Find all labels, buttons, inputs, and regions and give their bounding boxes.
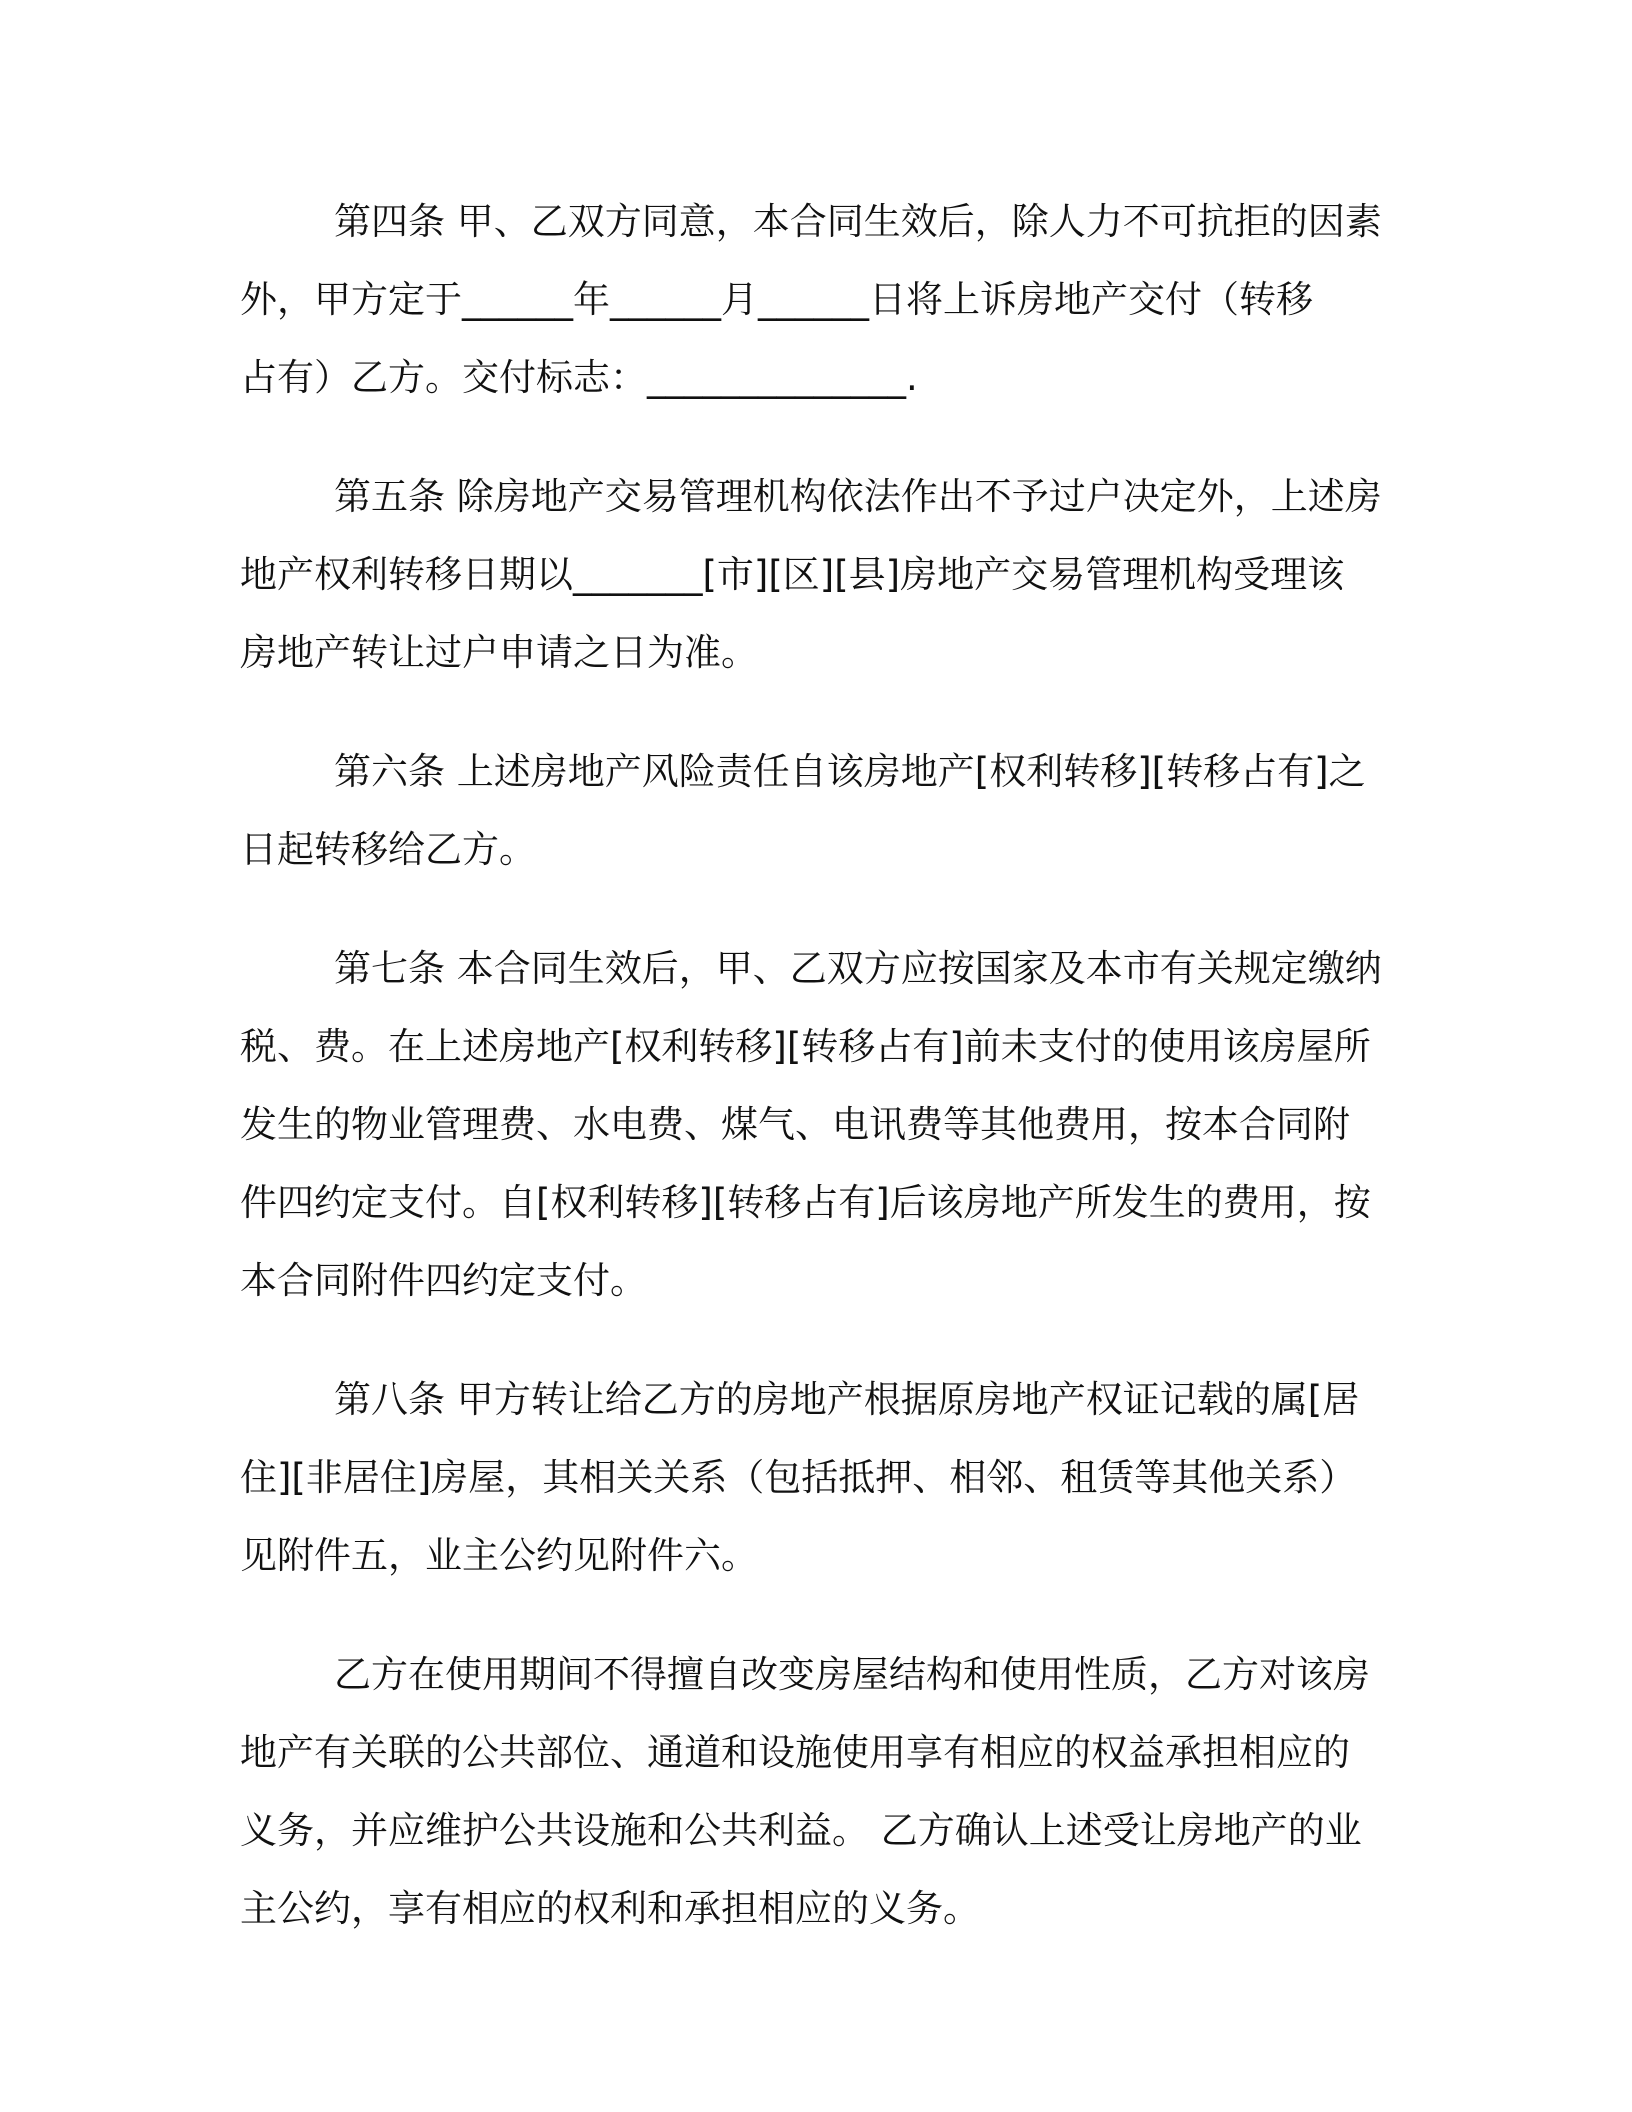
text-line: 住][非居住]房屋，其相关关系（包括抵押、相邻、租赁等其他关系） xyxy=(240,1456,1357,1499)
paragraph-article-8 xyxy=(240,1361,1388,1595)
paragraph-article-6 xyxy=(240,733,1388,889)
text-line: 外，甲方定于______年______月______日将上诉房地产交付（转移 xyxy=(240,278,1313,321)
text-line: 第六条 上述房地产风险责任自该房地产[权利转移][转移占有]之 xyxy=(334,750,1366,793)
paragraph-article-4 xyxy=(240,183,1388,417)
text-line: 第五条 除房地产交易管理机构依法作出不予过户决定外，上述房 xyxy=(334,475,1382,518)
paragraph-article-7 xyxy=(240,930,1388,1320)
text-line: 占有）乙方。交付标志：______________. xyxy=(240,356,918,399)
text-line: 第四条 甲、乙双方同意，本合同生效后，除人力不可抗拒的因素 xyxy=(334,200,1382,243)
text-line: 件四约定支付。自[权利转移][转移占有]后该房地产所发生的费用，按 xyxy=(240,1181,1371,1224)
paragraph-article-5 xyxy=(240,458,1388,692)
text-line: 房地产转让过户申请之日为准。 xyxy=(240,631,758,674)
text-line: 乙方在使用期间不得擅自改变房屋结构和使用性质，乙方对该房 xyxy=(334,1653,1370,1696)
paragraph-article-8-continued xyxy=(240,1636,1388,1948)
text-line: 地产权利转移日期以_______[市][区][县]房地产交易管理机构受理该 xyxy=(240,553,1345,596)
text-line: 本合同附件四约定支付。 xyxy=(240,1259,647,1302)
text-line: 日起转移给乙方。 xyxy=(240,828,536,871)
text-line: 见附件五，业主公约见附件六。 xyxy=(240,1534,758,1577)
text-line: 地产有关联的公共部位、通道和设施使用享有相应的权益承担相应的 xyxy=(240,1731,1350,1774)
text-line: 第八条 甲方转让给乙方的房地产根据原房地产权证记载的属[居 xyxy=(334,1378,1360,1421)
document-body xyxy=(240,183,1388,1989)
text-line: 发生的物业管理费、水电费、煤气、电讯费等其他费用，按本合同附 xyxy=(240,1103,1350,1146)
text-line: 第七条 本合同生效后，甲、乙双方应按国家及本市有关规定缴纳 xyxy=(334,947,1382,990)
text-line: 税、费。在上述房地产[权利转移][转移占有]前未支付的使用该房屋所 xyxy=(240,1025,1371,1068)
text-line: 义务，并应维护公共设施和公共利益。 乙方确认上述受让房地产的业 xyxy=(240,1809,1362,1852)
text-line: 主公约，享有相应的权利和承担相应的义务。 xyxy=(240,1887,980,1930)
